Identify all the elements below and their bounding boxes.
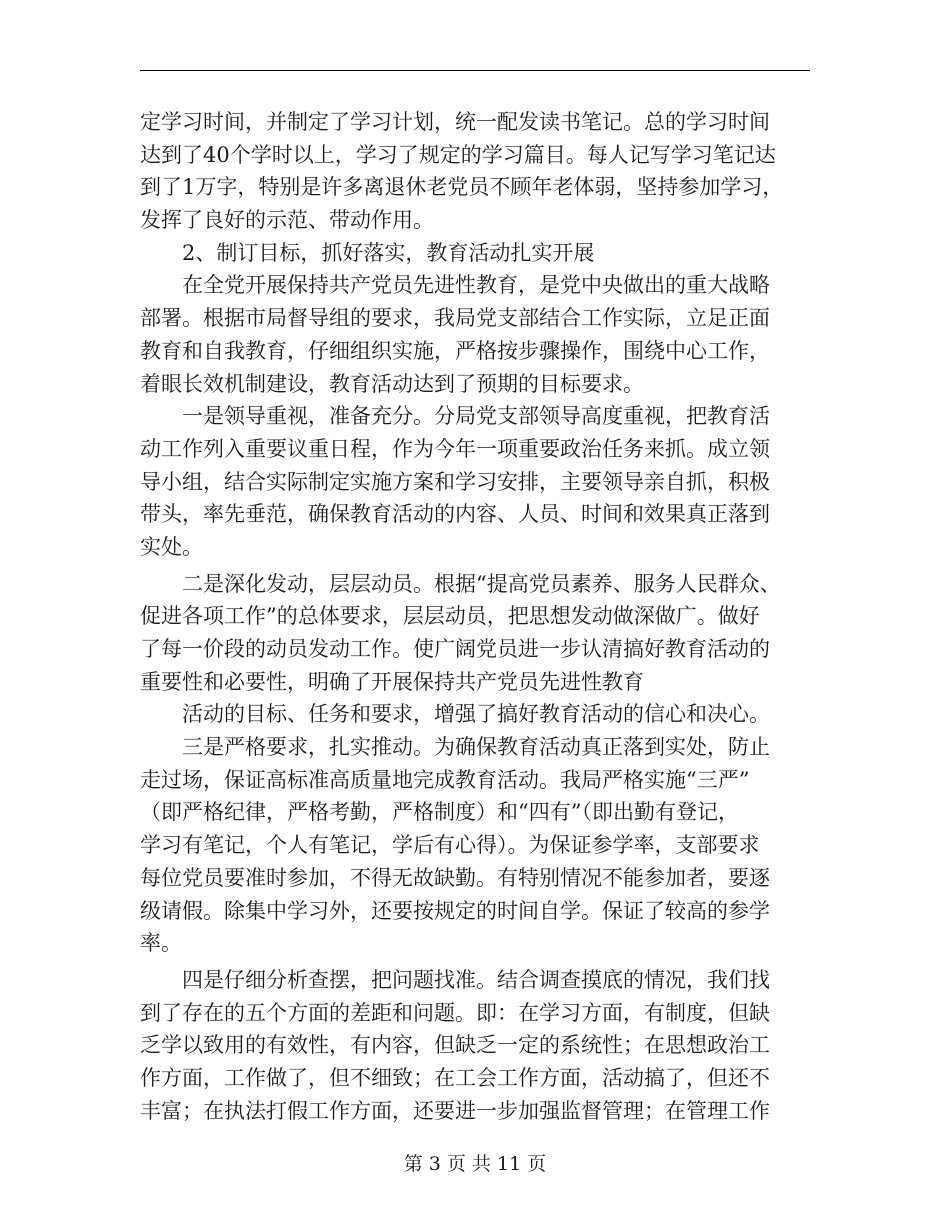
text-line: 走过场，保证高标准高质量地完成教育活动。我局严格实施“三严” bbox=[140, 767, 750, 792]
text-line: 实处。 bbox=[140, 534, 203, 559]
text-line: 部署。根据市局督导组的要求，我局党支部结合工作实际，立足正面 bbox=[140, 306, 770, 331]
text-line: 四是仔细分析查摆，把问题找准。结合调查摸底的情况，我们找 bbox=[140, 967, 770, 992]
text-line: 活动的目标、任务和要求，增强了搞好教育活动的信心和决心。 bbox=[140, 702, 770, 727]
text-line: 一是领导重视，准备充分。分局党支部领导高度重视，把教育活 bbox=[140, 404, 770, 429]
text-line: 带头，率先垂范，确保教育活动的内容、人员、时间和效果真正落到 bbox=[140, 502, 770, 527]
text-line: （即严格纪律，严格考勤，严格制度）和“四有”（即出勤有登记， bbox=[140, 800, 739, 825]
text-line: 学习有笔记，个人有笔记，学后有心得）。为保证参学率，支部要求 bbox=[140, 833, 760, 858]
text-line: 到了1万字，特别是许多离退休老党员不顾年老体弱，坚持参加学习， bbox=[140, 175, 784, 200]
text-line: 二是深化发动，层层动员。根据“提高党员素养、服务人民群众、 bbox=[140, 571, 781, 596]
text-line: 率。 bbox=[140, 931, 182, 956]
text-line: 在全党开展保持共产党员先进性教育，是党中央做出的重大战略 bbox=[140, 273, 770, 298]
text-line: 乏学以致用的有效性，有内容，但缺乏一定的系统性；在思想政治工 bbox=[140, 1033, 770, 1058]
text-line: 了每一价段的动员发动工作。使广阔党员进一步认清搞好教育活动的 bbox=[140, 637, 770, 661]
text-line: 达到了40个学时以上，学习了规定的学习篇目。每人记写学习笔记达 bbox=[140, 142, 776, 167]
text-line: 导小组，结合实际制定实施方案和学习安排，主要领导亲自抓，积极 bbox=[140, 469, 770, 494]
text-line: 丰富；在执法打假工作方面，还要进一步加强监督管理；在管理工作 bbox=[140, 1098, 770, 1123]
text-line: 教育和自我教育，仔细组织实施，严格按步骤操作，围绕中心工作， bbox=[140, 338, 770, 363]
section-heading: 2、制订目标，抓好落实，教育活动扎实开展 bbox=[140, 240, 595, 265]
text-line: 每位党员要准时参加，不得无故缺勤。有特别情况不能参加者，要逐 bbox=[140, 865, 770, 890]
text-line: 动工作列入重要议重日程，作为今年一项重要政治任务来抓。成立领 bbox=[140, 436, 770, 461]
header-rule bbox=[140, 70, 810, 71]
text-line: 重要性和必要性，明确了开展保持共产党员先进性教育 bbox=[140, 669, 644, 694]
text-line: 作方面，工作做了，但不细致；在工会工作方面，活动搞了，但还不 bbox=[140, 1065, 770, 1090]
text-line: 着眼长效机制建设，教育活动达到了预期的目标要求。 bbox=[140, 371, 644, 396]
text-line: 定学习时间，并制定了学习计划，统一配发读书笔记。总的学习时间 bbox=[140, 110, 770, 134]
text-line: 促进各项工作”的总体要求，层层动员，把思想发动做深做广。做好 bbox=[140, 604, 760, 629]
page-footer: 第 3 页 共 11 页 bbox=[403, 1153, 547, 1175]
text-line: 发挥了良好的示范、带动作用。 bbox=[140, 208, 434, 233]
body-text bbox=[140, 106, 810, 1127]
text-line: 到了存在的五个方面的差距和问题。即：在学习方面，有制度，但缺 bbox=[140, 1000, 770, 1025]
text-line: 三是严格要求，扎实推动。为确保教育活动真正落到实处，防止 bbox=[140, 735, 770, 760]
text-line: 级请假。除集中学习外，还要按规定的时间自学。保证了较高的参学 bbox=[140, 898, 770, 923]
